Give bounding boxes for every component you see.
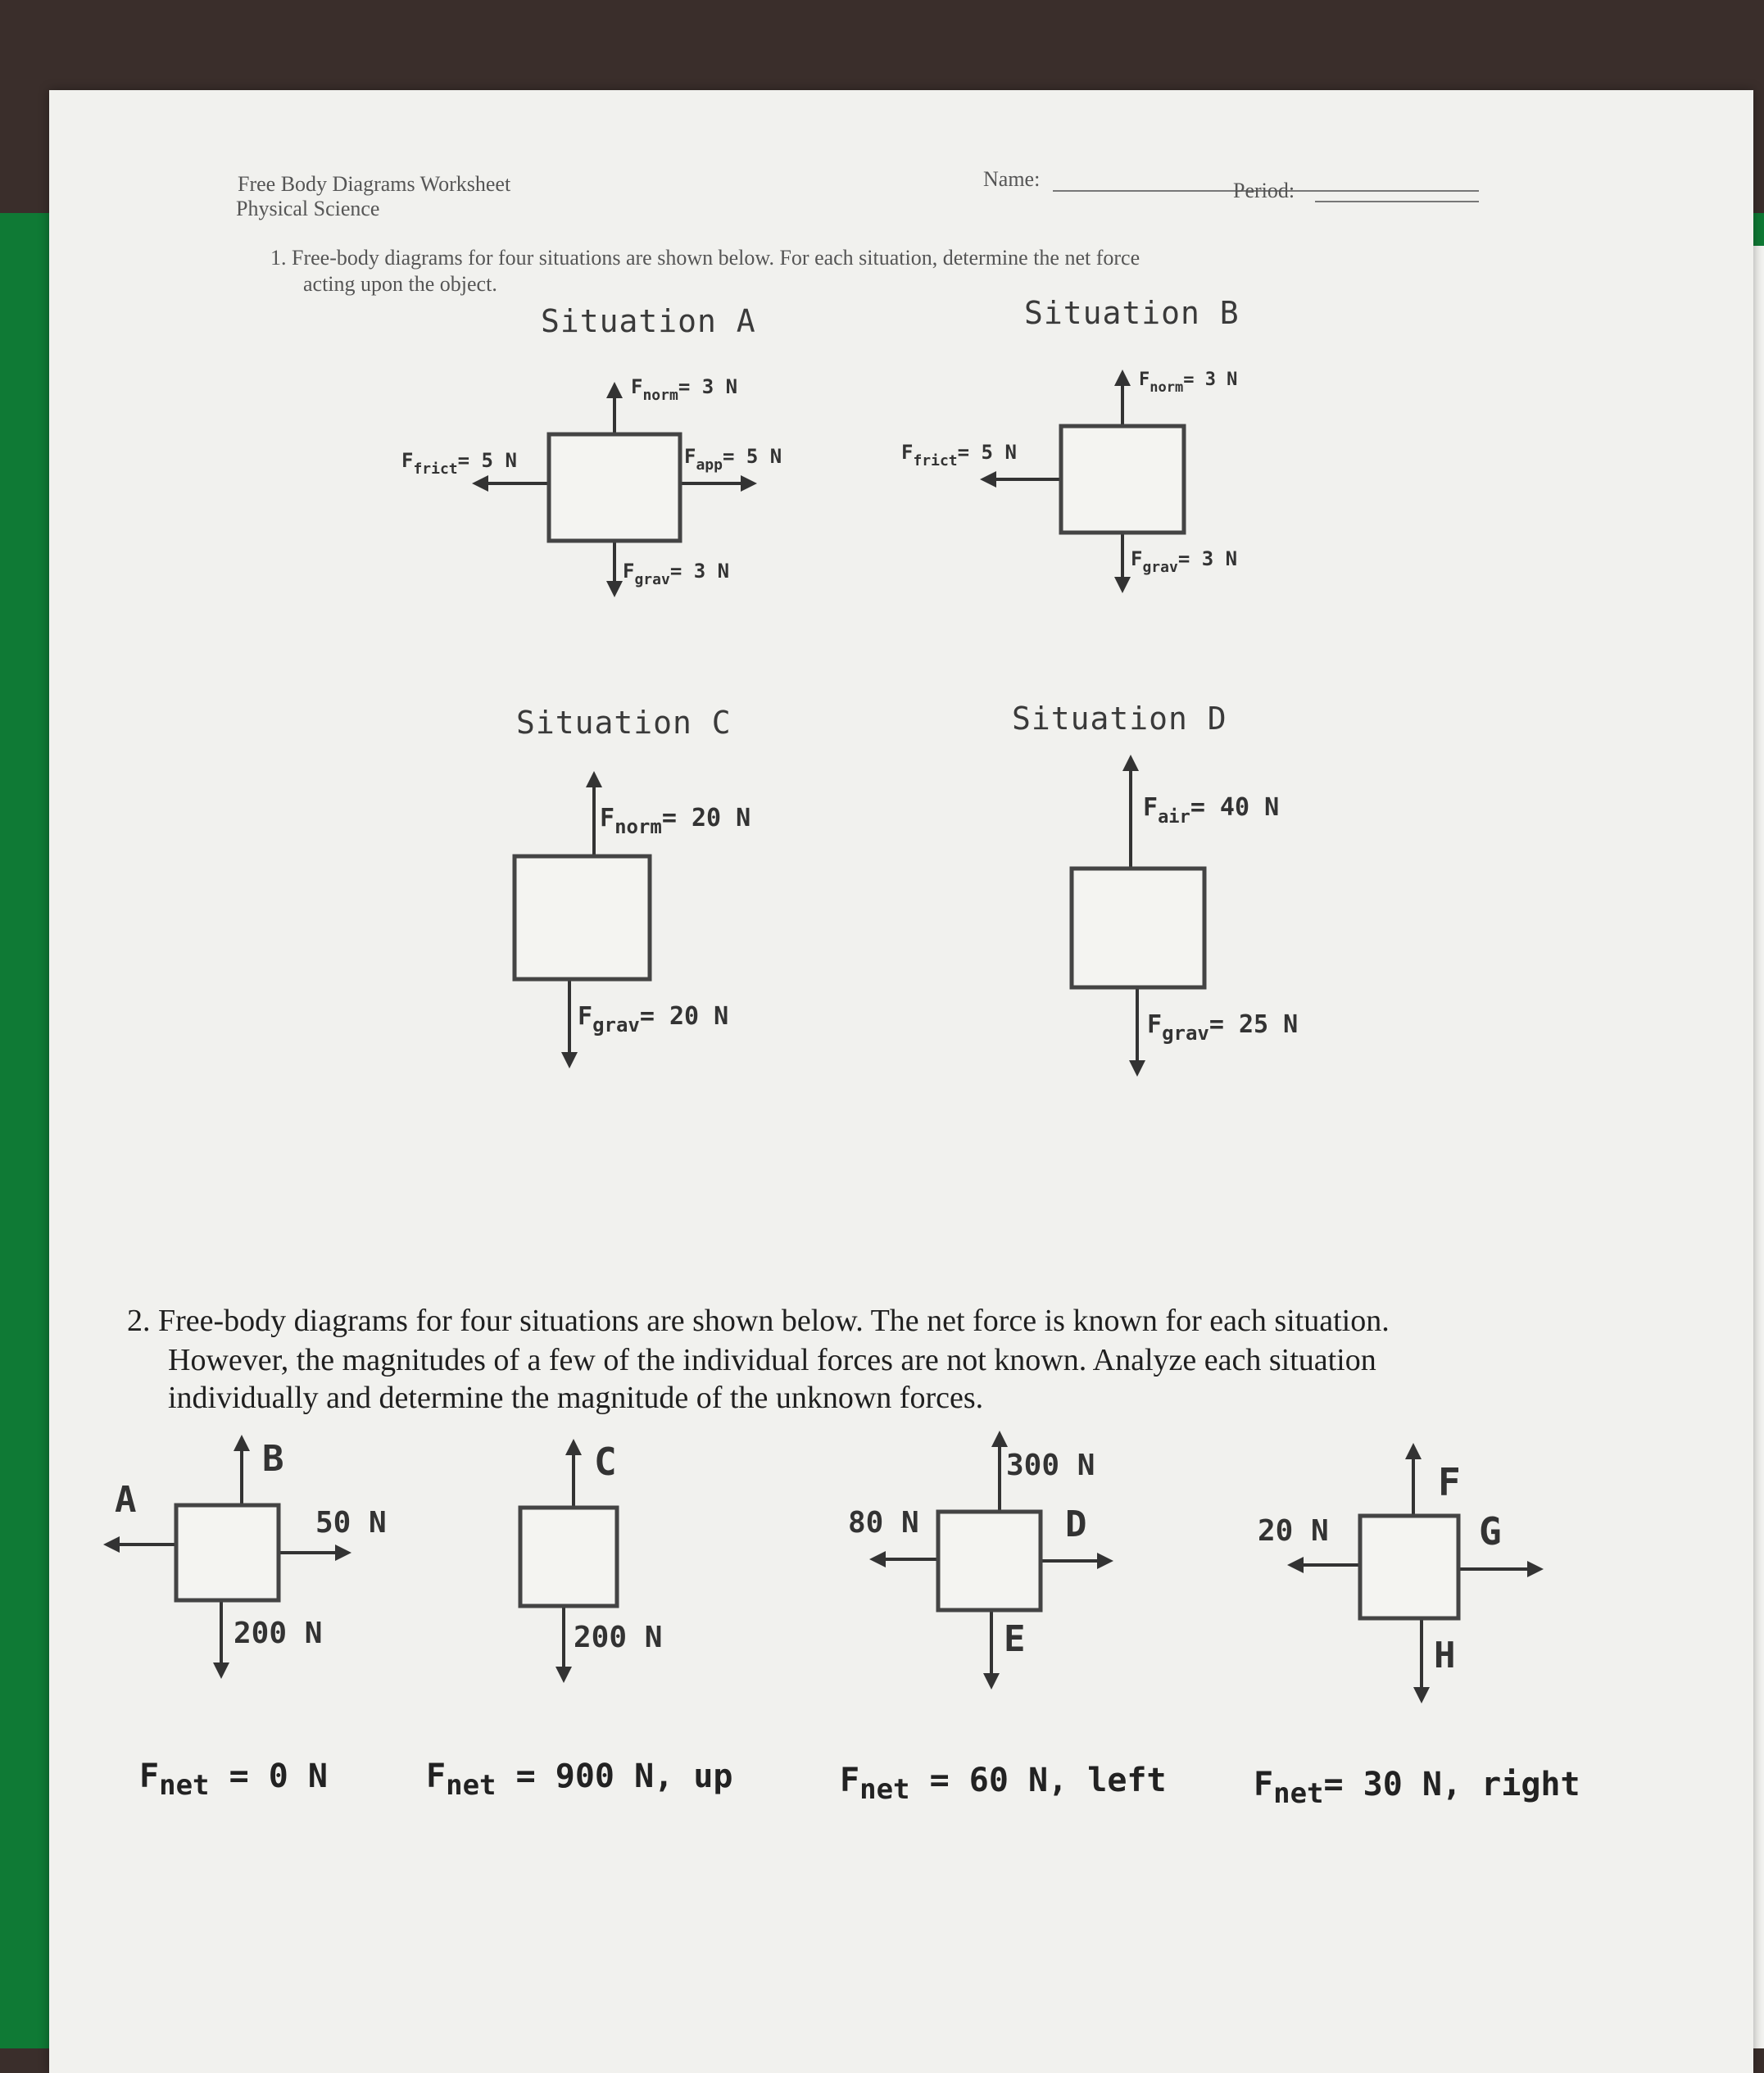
object-box-c: [515, 856, 650, 979]
label-frict-a: $F_{frict}= 5$ N: [401, 449, 517, 478]
label-norm-c: $F_{norm}= 20$ N: [600, 804, 751, 838]
object-box-q2-4: [1360, 1516, 1458, 1618]
diagram-situation-b: [901, 370, 1237, 590]
q2-diagram-3: [848, 1434, 1110, 1686]
label-right-3: D: [1065, 1504, 1087, 1545]
label-up-3: 300 N: [1006, 1449, 1095, 1482]
label-up-4: F: [1438, 1460, 1461, 1504]
worksheet-page: [49, 90, 1753, 2073]
object-box-a: [549, 434, 680, 541]
object-box-q2-3: [938, 1512, 1041, 1610]
q2-diagram-2: [520, 1440, 662, 1680]
label-right-4: G: [1479, 1509, 1502, 1554]
label-grav-b: $F_{grav}= 3$ N: [1131, 547, 1238, 576]
diagram-situation-a: [401, 375, 782, 594]
q2-diagram-1: [107, 1438, 387, 1676]
label-down-2: 200 N: [574, 1621, 663, 1654]
q2-text-line3: individually and determine the magnitude of the unknown forces.: [168, 1381, 984, 1415]
fnet-label-3: $F_{net} = 60$ N, left: [840, 1762, 1167, 1806]
object-box-q2-2: [520, 1508, 617, 1606]
period-label: Period:: [1233, 179, 1295, 202]
label-left-1: A: [115, 1479, 137, 1521]
label-app-a: $F_{app}= 5$ N: [684, 445, 782, 474]
label-up-2: C: [594, 1440, 617, 1484]
subject-label: Physical Science: [236, 197, 380, 220]
diagram-situation-d: [1072, 758, 1298, 1073]
label-left-3: 80 N: [848, 1506, 919, 1540]
label-right-1: 50 N: [315, 1506, 387, 1540]
diagrams-layer: [49, 90, 1753, 2073]
q2-text-line1: 2. Free-body diagrams for four situations are shown below. The net force is known for each situation.: [127, 1304, 1390, 1338]
label-grav-a: $F_{grav}= 3$ N: [623, 560, 730, 588]
q1-text-line2: acting upon the object.: [303, 272, 497, 296]
fnet-label-2: $F_{net} = 900$ N, up: [426, 1758, 733, 1802]
situation-d-title: Situation D: [1012, 701, 1227, 737]
label-grav-c: $F_{grav}= 20$ N: [578, 1002, 729, 1036]
label-up-1: B: [262, 1438, 284, 1480]
situation-a-title: Situation A: [541, 303, 756, 339]
label-down-3: E: [1004, 1618, 1026, 1660]
q2-text-line2: However, the magnitudes of a few of the individual forces are not known. Analyze each situation: [168, 1343, 1376, 1377]
label-grav-d: $F_{grav}= 25$ N: [1147, 1010, 1299, 1045]
label-norm-b: $F_{norm}= 3$ N: [1139, 370, 1238, 396]
label-norm-a: $F_{norm}= 3$ N: [631, 375, 738, 404]
fnet-label-4: $F_{net}= 30$ N, right: [1254, 1766, 1580, 1810]
label-left-4: 20 N: [1258, 1514, 1329, 1548]
worksheet-title: Free Body Diagrams Worksheet: [238, 172, 511, 196]
situation-b-title: Situation B: [1024, 295, 1240, 331]
object-box-b: [1061, 426, 1184, 533]
object-box-d: [1072, 869, 1204, 987]
label-air-d: $F_{air}= 40$ N: [1143, 793, 1280, 828]
name-label: Name:: [983, 167, 1041, 191]
label-down-1: 200 N: [234, 1617, 323, 1650]
label-frict-b: $F_{frict}= 5$ N: [901, 441, 1017, 469]
label-down-4: H: [1434, 1635, 1456, 1676]
q2-diagram-4: [1258, 1446, 1540, 1700]
diagram-situation-c: [515, 774, 750, 1065]
object-box-q2-1: [176, 1505, 279, 1600]
q1-text-line1: 1. Free-body diagrams for four situations are shown below. For each situation, determine the net force: [270, 246, 1140, 270]
fnet-label-1: $F_{net} = 0$ N: [139, 1758, 329, 1802]
situation-c-title: Situation C: [516, 705, 732, 741]
